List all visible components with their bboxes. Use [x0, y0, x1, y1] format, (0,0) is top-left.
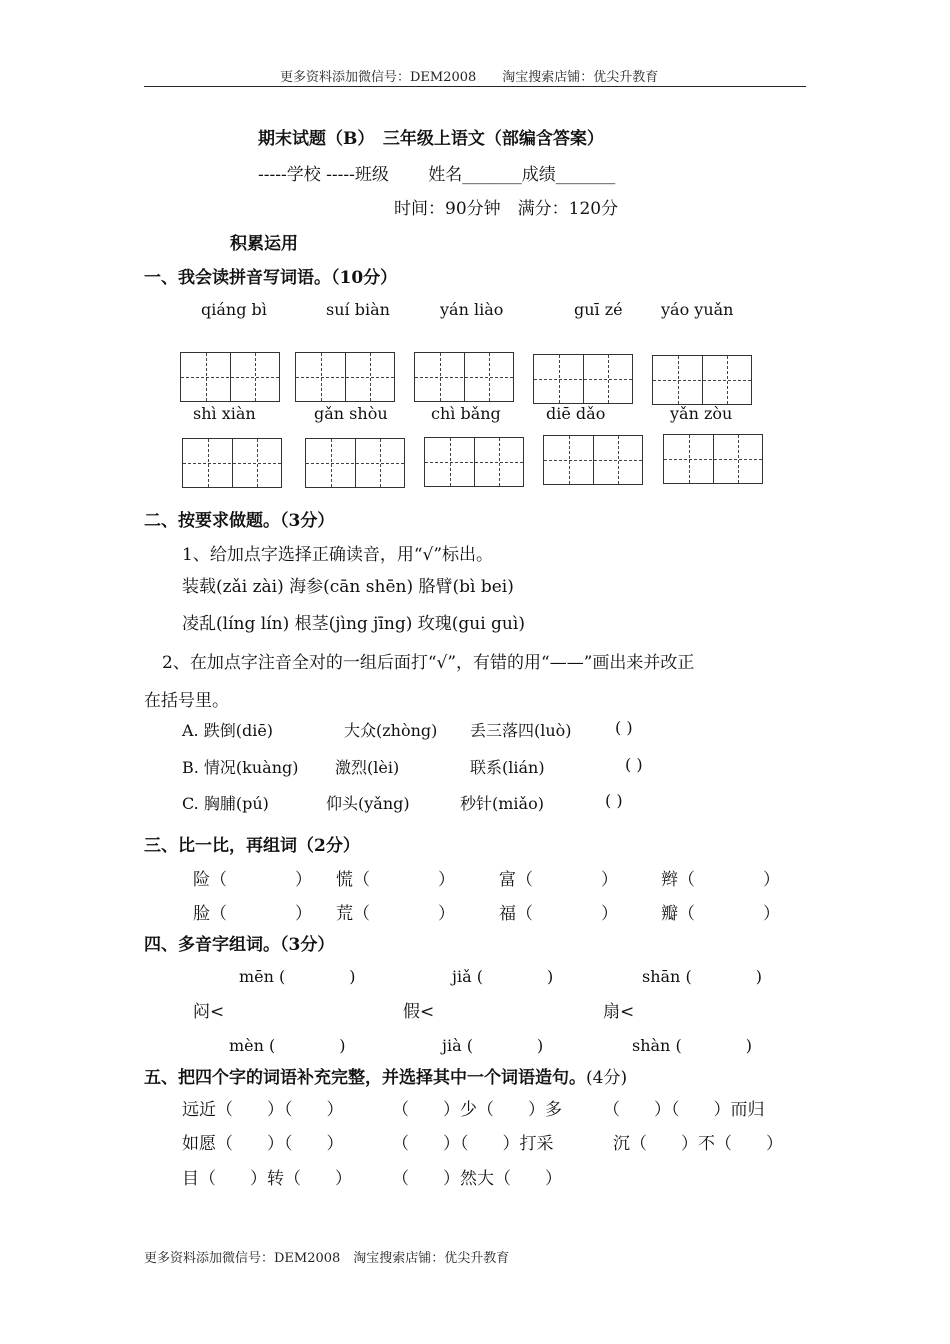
writing-grid[interactable] — [305, 438, 405, 488]
option-b-answer[interactable]: ( ) — [625, 755, 643, 774]
q4-heading: 四、多音字组词。（3分） — [144, 935, 335, 955]
idiom-blank[interactable]: （ ）（ ）打采 — [392, 1134, 554, 1154]
idiom-blank[interactable]: 目（ ）转（ ） — [182, 1169, 352, 1189]
writing-grid[interactable] — [652, 355, 752, 405]
polyphone-char: 闷< — [193, 1002, 225, 1022]
pinyin-chibang: chì bǎng — [431, 404, 501, 423]
option-b-2: 激烈(lèi) — [335, 758, 400, 777]
writing-grid[interactable] — [295, 352, 395, 402]
writing-grid[interactable] — [182, 438, 282, 488]
pinyin-diedao: diē dǎo — [546, 404, 606, 423]
option-c-1: C. 胸脯(pú) — [182, 794, 269, 813]
pinyin-suibian: suí biàn — [326, 300, 390, 319]
q5-heading-score: (4分) — [586, 1068, 628, 1088]
compare-item[interactable]: 富（ ） — [499, 870, 618, 890]
q2-sub2: 2、在加点字注音全对的一组后面打“√”，有错的用“——”画出来并改正 — [162, 653, 695, 673]
polyphone-char: 假< — [403, 1002, 435, 1022]
pinyin-qiangbi: qiáng bì — [201, 300, 267, 319]
time-line: 时间：90分钟 满分：120分 — [394, 199, 619, 219]
q2-line1: 装载(zǎi zài) 海参(cān shēn) 胳臂(bì bei) — [182, 577, 514, 597]
idiom-blank[interactable]: （ ）然大（ ） — [392, 1169, 562, 1189]
polyphone-top[interactable]: shān ( ) — [642, 967, 762, 986]
header-rule — [144, 86, 806, 87]
writing-grid[interactable] — [414, 352, 514, 402]
q5-heading — [144, 1063, 627, 1088]
compare-item[interactable]: 险（ ） — [193, 870, 312, 890]
idiom-blank[interactable]: 沉（ ）不（ ） — [613, 1134, 783, 1154]
q2-heading: 二、按要求做题。（3分） — [144, 511, 335, 531]
compare-item[interactable]: 荒（ ） — [336, 904, 455, 924]
polyphone-char: 扇< — [603, 1002, 635, 1022]
option-a-answer[interactable]: ( ) — [615, 718, 633, 737]
q2-sub1: 1、给加点字选择正确读音，用“√”标出。 — [182, 545, 494, 565]
option-c-2: 仰头(yǎng) — [326, 794, 410, 813]
idiom-blank[interactable]: 如愿（ ）（ ） — [182, 1134, 344, 1154]
option-a-2: 大众(zhòng) — [344, 721, 438, 740]
info-line: -----学校 -----班级 姓名_______成绩_______ — [258, 165, 616, 185]
pinyin-yanzou: yǎn zòu — [670, 404, 733, 423]
page-footer: 更多资料添加微信号：DEM2008 淘宝搜索店铺：优尖升教育 — [144, 1251, 510, 1266]
writing-grid[interactable] — [424, 437, 524, 487]
polyphone-bottom[interactable]: shàn ( ) — [632, 1036, 752, 1055]
polyphone-bottom[interactable]: jià ( ) — [442, 1036, 544, 1055]
option-b-3: 联系(lián) — [470, 758, 545, 777]
compare-item[interactable]: 脸（ ） — [193, 904, 312, 924]
compare-item[interactable]: 慌（ ） — [336, 870, 455, 890]
page-title: 期末试题（B） 三年级上语文（部编含答案） — [258, 129, 604, 149]
q2-sub2-cont: 在括号里。 — [144, 691, 229, 711]
q3-heading: 三、比一比，再组词（2分） — [144, 836, 360, 856]
pinyin-ganshou: gǎn shòu — [314, 404, 388, 423]
option-b-1: B. 情况(kuàng) — [182, 758, 299, 777]
pinyin-guize: guī zé — [574, 300, 623, 319]
compare-item[interactable]: 瓣（ ） — [661, 904, 780, 924]
writing-grid[interactable] — [180, 352, 280, 402]
writing-grid[interactable] — [663, 434, 763, 484]
idiom-blank[interactable]: （ ）少（ ）多 — [392, 1100, 562, 1120]
page-header: 更多资料添加微信号：DEM2008 淘宝搜索店铺：优尖升教育 — [280, 70, 659, 85]
option-a-3: 丢三落四(luò) — [470, 721, 572, 740]
option-a-1: A. 跌倒(diē) — [182, 721, 274, 740]
polyphone-top[interactable]: jiǎ ( ) — [452, 967, 554, 986]
q1-heading: 一、我会读拼音写词语。（10分） — [144, 268, 398, 288]
pinyin-yanliao: yán liào — [440, 300, 504, 319]
writing-grid[interactable] — [533, 354, 633, 404]
option-c-answer[interactable]: ( ) — [605, 791, 623, 810]
compare-item[interactable]: 辫（ ） — [661, 870, 780, 890]
q5-heading-text: 五、把四个字的词语补充完整，并选择其中一个词语造句。 — [144, 1068, 586, 1088]
idiom-blank[interactable]: 远近（ ）（ ） — [182, 1100, 344, 1120]
polyphone-bottom[interactable]: mèn ( ) — [229, 1036, 346, 1055]
writing-grid[interactable] — [543, 435, 643, 485]
option-c-3: 秒针(miǎo) — [460, 794, 544, 813]
compare-item[interactable]: 福（ ） — [499, 904, 618, 924]
polyphone-top[interactable]: mēn ( ) — [239, 967, 356, 986]
pinyin-yaoyuan: yáo yuǎn — [661, 300, 734, 319]
section-label: 积累运用 — [230, 234, 298, 254]
idiom-blank[interactable]: （ ）（ ）而归 — [603, 1100, 765, 1120]
q2-line2: 凌乱(líng lín) 根茎(jìng jīng) 玫瑰(gui guì) — [182, 614, 525, 634]
pinyin-shixian: shì xiàn — [193, 404, 256, 423]
